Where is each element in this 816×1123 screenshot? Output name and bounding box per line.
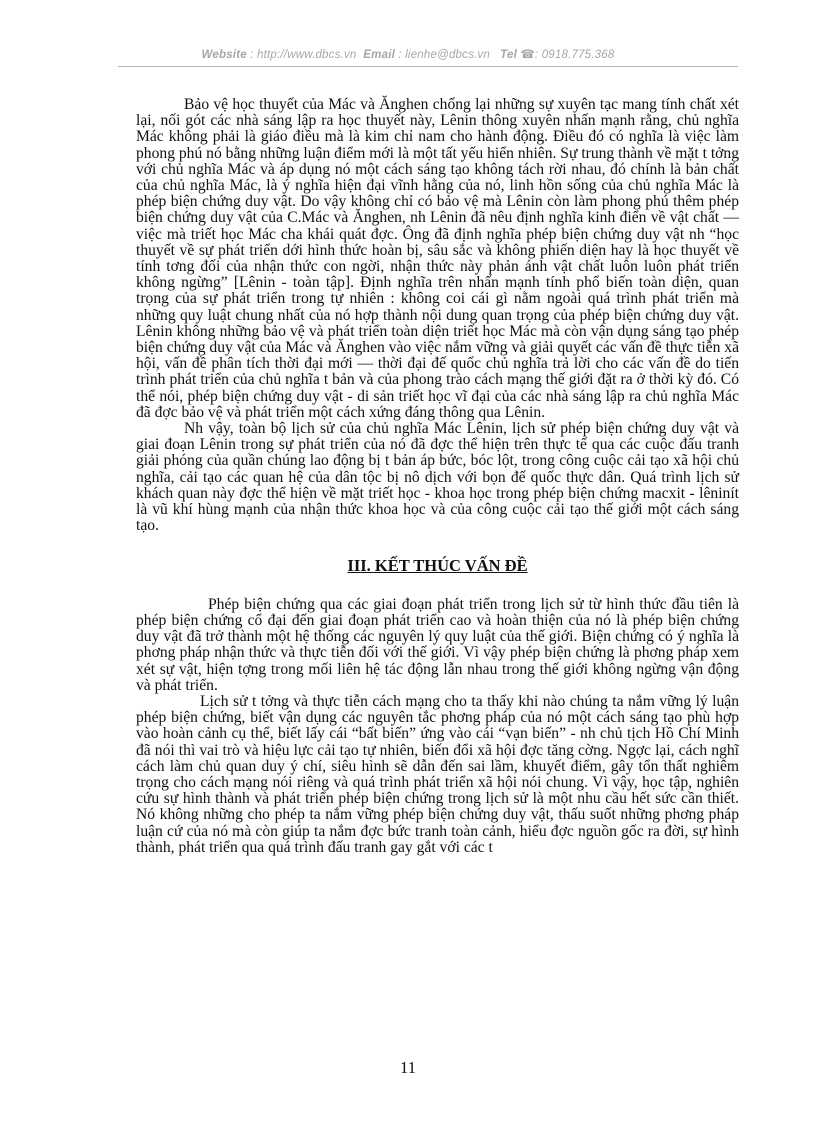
website-label: Website [201,49,247,61]
phone-icon: ☎ [520,49,535,61]
website-value: : http://www.dbcs.vn [250,49,357,61]
tel-value: : 0918.775.368 [534,49,615,61]
body-paragraph-3: Phép biện chứng qua các giai đoạn phát triển trong lịch sử từ hình thức đầu tiên là phép biện chứng cổ đại đến giai đoạn phát triển cao và hoàn thiện của nó là phép biện chứng duy vật đã trở thành một hệ thống các nguyên lý quy luật của thế giới. Biện chứng có ý nghĩa là phơng pháp nhận thức và thực tiễn đối với thế giới. Vì vậy phép biện chứng là phơng pháp xem xét sự vật, hiện tợng trong mối liên hệ tác động lẫn nhau trong thế giới không ngừng vận động và phát triển. [136,595,739,694]
document-body [136,97,739,856]
header-divider [118,66,738,67]
section-heading: III. KẾT THÚC VẤN ĐỀ [347,556,528,576]
email-value: : lienhe@dbcs.vn [398,49,490,61]
page-header [40,47,776,61]
tel-label: Tel [500,49,517,61]
page-number: 11 [399,1058,417,1077]
email-label: Email [363,49,395,61]
body-paragraph-1: Bảo vệ học thuyết của Mác và Ănghen chống lại những sự xuyên tạc mang tính chất xét lại, nối gót các nhà sáng lập ra học thuyết này, Lênin thông xuyên nhấn mạnh rằng, chủ nghĩa Mác không phải là giáo điều mà là kim chỉ nam cho hành động. Điều đó có nghĩa là việc làm phong phú nó bằng những luận điểm mới là một tất yếu hiển nhiên. Sự trung thành về mặt t tởng với chủ nghĩa Mác và áp dụng nó một cách sáng tạo không tách rời nhau, đó chính là bản chất của chủ nghĩa Mác, là ý nghĩa hiện đại vĩnh hằng của nó, linh hồn sống của chủ nghĩa Mác là phép biện chứng duy vật. Do vậy không chỉ có bảo vệ mà Lênin còn làm phong phú thêm phép biện chứng duy vật của C.Mác và Ănghen, nh Lênin đã nêu định nghĩa kinh điển về vật chất — việc mà triết học Mác cha khái quát đợc. Ông đã định nghĩa phép biện chứng duy vật nh “học thuyết về sự phát triển dới hình thức hoàn bị, sâu sắc và không phiến diện hay là học thuyết về tính tơng đối của nhận thức con ngời, nhận thức này phản ánh vật chất luôn luôn phát triển không ngừng” [Lênin - toàn tập]. Định nghĩa trên nhấn mạnh tính phổ biến toàn diện, quan trọng của sự phát triển trong tự nhiên : không coi cái gì nằm ngoài quá trình phát triển mà những quy luật chung nhất của nó hợp thành nội dung quan trọng của phép biện chứng duy vật. Lênin không những bảo vệ và phát triển toàn diện triết học Mác mà còn vận dụng sáng tạo phép biện chứng duy vật của Mác và Ănghen vào việc nắm vững và giải quyết các vấn đề thực tiễn xã hội, vấn đề phân tích thời đại mới — thời đại đế quốc chủ nghĩa trả lời cho các vấn đề do tiến trình phát triển của chủ nghĩa t bản và của phong trào cách mạng thế giới đặt ra ở thời kỳ đó. Có thể nói, phép biện chứng duy vật - di sản triết học vĩ đại của các nhà sáng lập ra chủ nghĩa Mác đã đợc bảo vệ và phát triển một cách xứng đáng thông qua Lênin. [136,96,739,421]
body-paragraph-4: Lịch sử t tởng và thực tiễn cách mạng cho ta thấy khi nào chúng ta nắm vững lý luận phép biện chứng, biết vận dụng các nguyên tắc phơng pháp của nó một cách sáng tạo phù hợp vào hoàn cảnh cụ thể, biết lấy cái “bất biến” ứng vào cái “vạn biến” - nh chủ tịch Hồ Chí Minh đã nói thì vai trò và hiệu lực cải tạo tự nhiên, biến đổi xã hội đợc tăng cờng. Ngợc lại, cách nghĩ cách làm chủ quan duy ý chí, siêu hình sẽ dẫn đến sai lầm, khuyết điểm, gây tổn thất nghiêm trọng cho cách mạng nói riêng và quá trình phát triển xã hội nói chung. Vì vậy, học tập, nghiên cứu sự hình thành và phát triển phép biện chứng trong lịch sử là một nhu cầu hết sức cần thiết. Nó không những cho phép ta nắm vững phép biện chứng duy vật, thấu suốt những phơng pháp luận cứ của nó mà còn giúp ta nắm đợc bức tranh toàn cảnh, hiểu đợc nguồn gốc ra đời, sự hình thành, phát triển qua quá trình đấu tranh gay gắt với các t [136,692,739,856]
body-paragraph-2: Nh vậy, toàn bộ lịch sử của chủ nghĩa Mác Lênin, lịch sử phép biện chứng duy vật và giai đoạn Lênin trong sự phát triển của nó đã đợc thể hiện trên thực tế qua các cuộc đấu tranh giải phóng của quần chúng lao động bị t bản áp bức, bóc lột, trong công cuộc cải tạo xã hội chủ nghĩa, cải tạo các quan hệ của dân tộc bị nô dịch với bọn đế quốc thực dân. Quá trình lịch sử khách quan này đợc thể hiện về mặt triết học - khoa học trong phép biện chứng macxit - lêninít là vũ khí hùng mạnh của nhận thức khoa học và của công cuộc cải tạo thế giới một cách sáng tạo. [136,420,739,535]
